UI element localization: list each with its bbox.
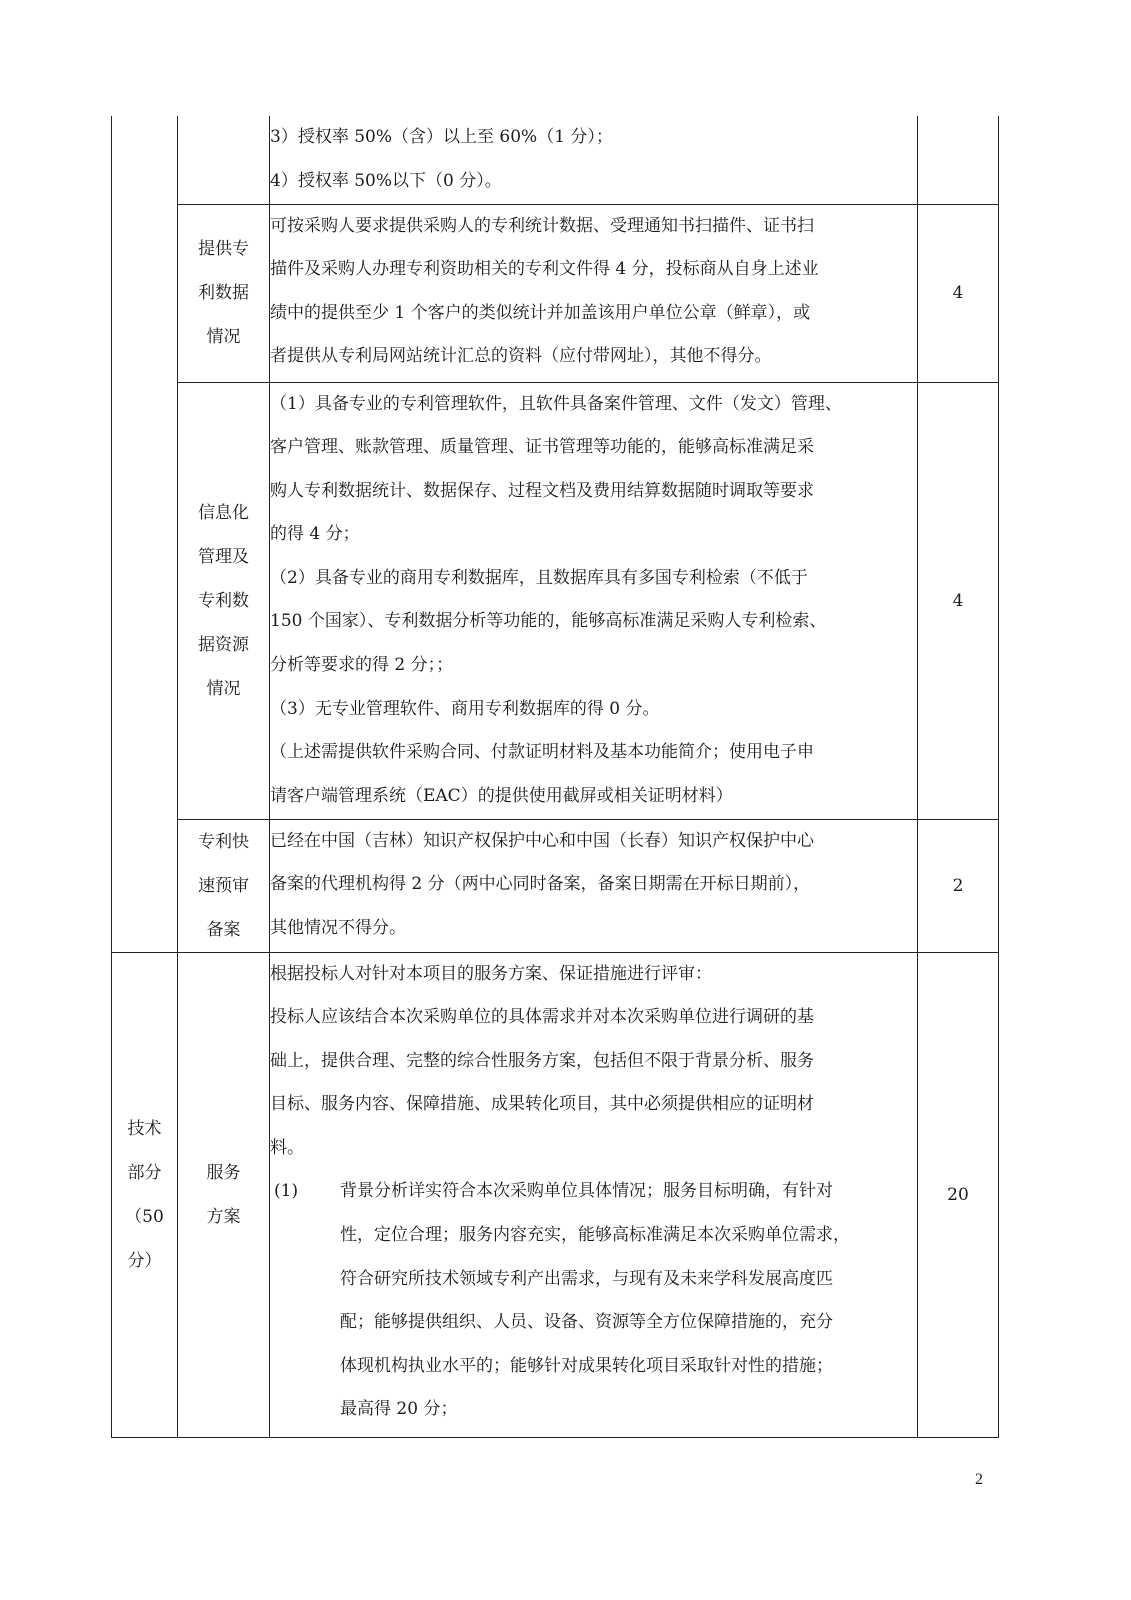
- score-cell: 20: [918, 952, 999, 1437]
- table-row-info-management: [112, 382, 999, 819]
- table-row-patent-data: [112, 204, 999, 382]
- category-cell-continued: [112, 116, 178, 952]
- score-cell: 2: [918, 819, 999, 952]
- list-item-text: 背景分析详实符合本次采购单位具体情况；服务目标明确，有针对 性，定位合理；服务内容充实，能够高标准满足本次采购单位需求， 符合研究所技术领域专利产出需求，与现有及未来学科发展高度匹 配；能够提供组织、人员、设备、资源等全方位保障措施的，充分 体现机构执业水平的；能够针对成果转化项目采取针对性的措施； 最高得 20 分；: [340, 1181, 850, 1420]
- score-cell: 4: [918, 204, 999, 382]
- table-row-authorization-rate: [112, 116, 999, 204]
- table-row-service-plan: [112, 952, 999, 1437]
- scoring-table: [111, 116, 999, 1438]
- subcategory-cell-empty: [178, 116, 270, 204]
- score-cell: 4: [918, 382, 999, 819]
- list-item: [270, 1170, 917, 1432]
- criteria-text: 根据投标人对针对本项目的服务方案、保证措施进行评审： 投标人应该结合本次采购单位的具体需求并对本次采购单位进行调研的基 础上，提供合理、完整的综合性服务方案，包括但不限于背景分析、服务 目标、服务内容、保障措施、成果转化项目，其中必须提供相应的证明材 料。 (1) 背景分析详实符合本次采购单位具体情况；服务目标明确，有针对 性，定位合理；服务内容充实，能够高标准满足本次采购单位需求， 符合研究所技术领域专利产出需求，与现有及未来学科发展高度匹 配；能够提供组织、人员、设备、资源等全方位保障措施的，充分 体现机构执业水平的；能够针对成果转化项目采取针对性的措施； 最高得 20 分；: [270, 952, 918, 1437]
- criteria-text: 可按采购人要求提供采购人的专利统计数据、受理通知书扫描件、证书扫 描件及采购人办理专利资助相关的专利文件得 4 分，投标商从自身上述业 绩中的提供至少 1 个客户的类似统计并加盖该用户单位公章（鲜章），或 者提供从专利局网站统计汇总的资料（应付带网址），其他不得分。: [270, 204, 918, 382]
- score-cell: [918, 116, 999, 204]
- category-technical: 技术 部分 （50 分）: [112, 952, 178, 1437]
- criteria-text: 3）授权率 50%（含）以上至 60%（1 分）； 4）授权率 50%以下（0 分）。: [270, 116, 918, 204]
- criteria-text: （1）具备专业的专利管理软件，且软件具备案件管理、文件（发文）管理、 客户管理、账款管理、质量管理、证书管理等功能的，能够高标准满足采 购人专利数据统计、数据保存、过程文档及费用结算数据随时调取等要求 的得 4 分； （2）具备专业的商用专利数据库，且数据库具有多国专利检索（不低于 150 个国家）、专利数据分析等功能的，能够高标准满足采购人专利检索、 分析等要求的得 2 分；； （3）无专业管理软件、商用专利数据库的得 0 分。 （上述需提供软件采购合同、付款证明材料及基本功能简介；使用电子申 请客户端管理系统（EAC）的提供使用截屏或相关证明材料）: [270, 382, 918, 819]
- subcategory-info-management: 信息化 管理及 专利数 据资源 情况: [178, 382, 270, 819]
- subcategory-fast-review: 专利快 速预审 备案: [178, 819, 270, 952]
- subcategory-patent-data: 提供专 利数据 情况: [178, 204, 270, 382]
- page-number: 2: [975, 1471, 983, 1488]
- criteria-text: 已经在中国（吉林）知识产权保护中心和中国（长春）知识产权保护中心 备案的代理机构得 2 分（两中心同时备案，备案日期需在开标日期前）， 其他情况不得分。: [270, 819, 918, 952]
- subcategory-service-plan: 服务 方案: [178, 952, 270, 1437]
- table-row-fast-review: [112, 819, 999, 952]
- list-item-number: (1): [274, 1181, 299, 1202]
